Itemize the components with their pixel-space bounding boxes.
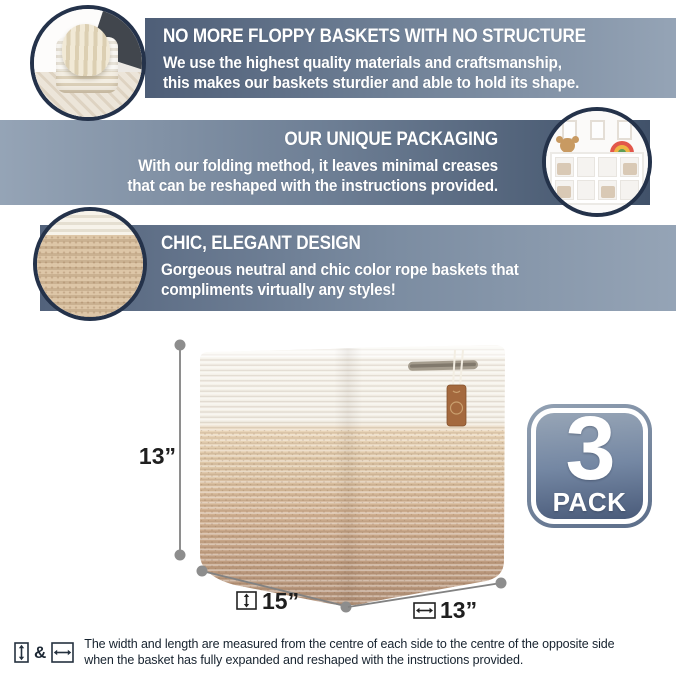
length-label: 13” xyxy=(440,597,478,623)
pack-count-badge xyxy=(527,398,652,528)
badge-tile xyxy=(536,398,643,519)
photo-circle-kids-shelf xyxy=(542,107,652,217)
banner-body-line: Gorgeous neutral and chic color rope baskets that xyxy=(161,260,519,279)
badge-white-ring xyxy=(531,398,648,524)
banner-body xyxy=(163,53,625,93)
height-dimension-line xyxy=(175,340,186,561)
footnote-text xyxy=(84,637,614,668)
shelf-bin xyxy=(555,157,574,177)
banner-body xyxy=(50,156,498,196)
photo-circle-knit-basket xyxy=(30,5,146,121)
ampersand: & xyxy=(34,642,47,662)
length-arrow-icon xyxy=(414,603,435,618)
banner-title: CHIC, ELEGANT DESIGN xyxy=(161,233,361,254)
shelf-bin xyxy=(555,180,574,200)
banner-body-line: that can be reshaped with the instructions provided. xyxy=(127,176,498,195)
footnote-line: The width and length are measured from the centre of each side to the centre of the opposite side xyxy=(84,637,615,651)
width-arrow-icon xyxy=(237,592,256,609)
banner-body-line: this makes our baskets sturdier and able to hold its shape. xyxy=(163,73,580,92)
wall-frame xyxy=(617,120,632,140)
knit-blanket xyxy=(62,24,110,76)
shelf-bin xyxy=(620,157,639,177)
height-label: 13” xyxy=(138,443,176,469)
height-arrow-icon xyxy=(14,642,29,663)
white-rope-rows xyxy=(37,211,143,235)
footnote-line: when the basket has fully expanded and reshaped with the instructions provided. xyxy=(84,652,524,667)
tan-rope-rows xyxy=(37,235,143,317)
banner-body-line: With our folding method, it leaves minimal creases xyxy=(138,156,498,175)
rope-basket-photo xyxy=(195,340,515,615)
shelf-cubby xyxy=(598,157,617,177)
cube-shelf xyxy=(550,152,644,205)
banner-title: OUR UNIQUE PACKAGING xyxy=(284,129,498,150)
banner-body-line: compliments virtually any styles! xyxy=(161,280,396,299)
measurement-footnote xyxy=(14,637,615,668)
leather-tag xyxy=(447,385,466,426)
pack-count: 3 xyxy=(565,398,614,499)
banner-title: NO MORE FLOPPY BASKETS WITH NO STRUCTURE xyxy=(163,26,586,47)
shelf-cubby xyxy=(577,157,596,177)
photo-circle-rope-texture xyxy=(33,207,147,321)
banner-body-line: We use the highest quality materials and craftsmanship, xyxy=(163,53,562,72)
pack-label: PACK xyxy=(552,487,627,518)
width-label: 15” xyxy=(262,588,300,614)
width-arrow-icon xyxy=(51,642,74,663)
shelf-cubby xyxy=(577,180,596,200)
teddy-bear xyxy=(560,138,575,153)
wall-frame xyxy=(590,120,605,140)
shelf-cubby xyxy=(620,180,639,200)
benefit-banner-structure xyxy=(145,18,676,98)
shelf-bin xyxy=(598,180,617,200)
basket-handle-cutout xyxy=(408,360,478,371)
banner-body xyxy=(161,260,625,300)
footnote-icons xyxy=(14,642,74,663)
